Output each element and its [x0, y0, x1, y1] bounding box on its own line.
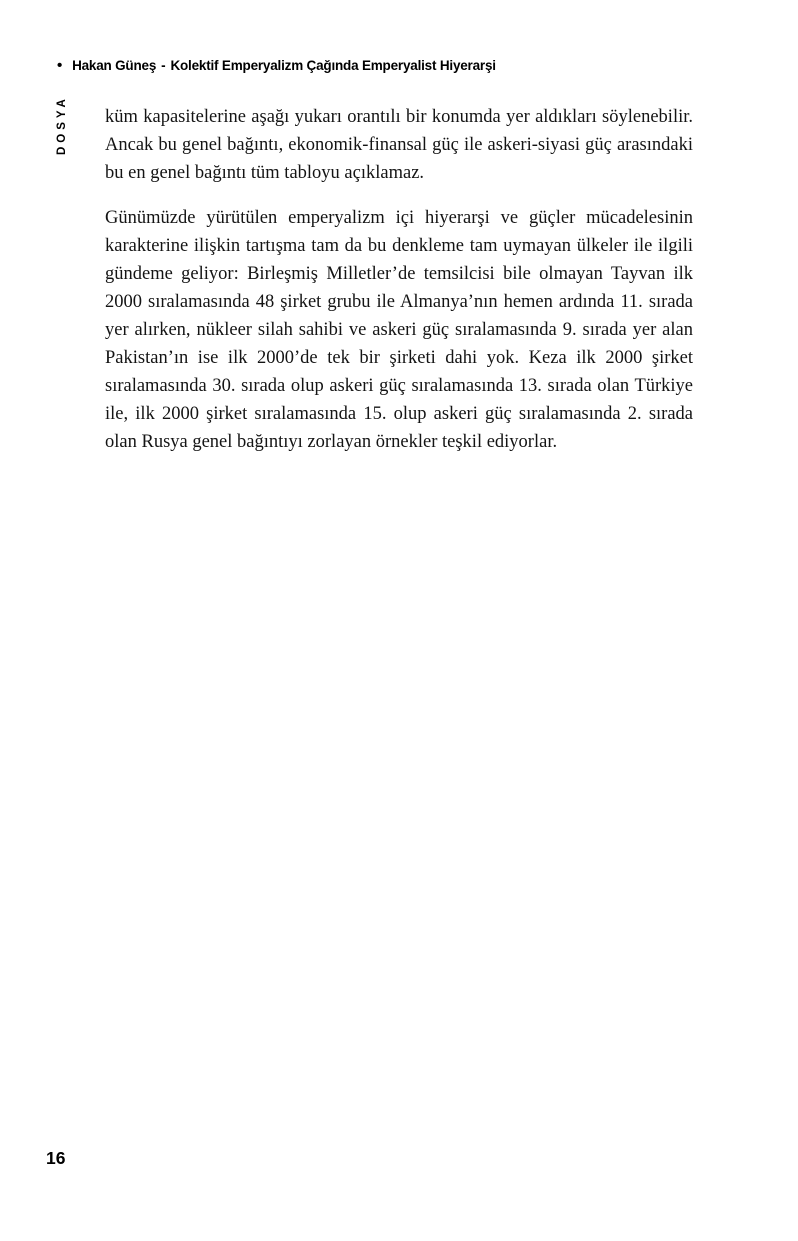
header-separator: - [161, 58, 166, 73]
body-text-block [105, 103, 693, 456]
paragraph: Günümüzde yürütülen emperyalizm içi hiyerarşi ve güçler mücadelesinin karakterine ilişkin tartışma tam da bu denkleme tam uymayan ülkeler ile ilgili gündeme geliyor: Birleşmiş Milletler’de temsilcisi bile olmayan Tayvan ilk 2000 sıralamasında 48 şirket grubu ile Almanya’nın hemen ardında 11. sırada yer alırken, nükleer silah sahibi ve askeri güç sıralamasında 9. sırada yer alan Pakistan’ın ise ilk 2000’de tek bir şirketi dahi yok. Keza ilk 2000 şirket sıralamasında 30. sırada olup askeri güç sıralamasında 13. sırada olan Türkiye ile, ilk 2000 şirket sıralamasında 15. olup askeri güç sıralamasında 2. sırada olan Rusya genel bağıntıyı zorlayan örnekler teşkil ediyorlar. [105, 208, 693, 452]
paragraph: küm kapasitelerine aşağı yukarı orantılı bir konumda yer aldıkları söylenebilir. Ancak bu genel bağıntı, ekonomik-finansal güç ile askeri-siyasi güç arasındaki bu en genel bağıntı tüm tabloyu açıklamaz. [105, 107, 693, 183]
header-author: Hakan Güneş [72, 58, 157, 73]
section-label-vertical: DOSYA [56, 95, 68, 155]
header-bullet-icon: • [57, 57, 63, 74]
page-number: 16 [46, 1148, 66, 1168]
running-header [57, 58, 738, 73]
header-book-title: Kolektif Emperyalizm Çağında Emperyalist Hiyerarşi [170, 58, 496, 73]
